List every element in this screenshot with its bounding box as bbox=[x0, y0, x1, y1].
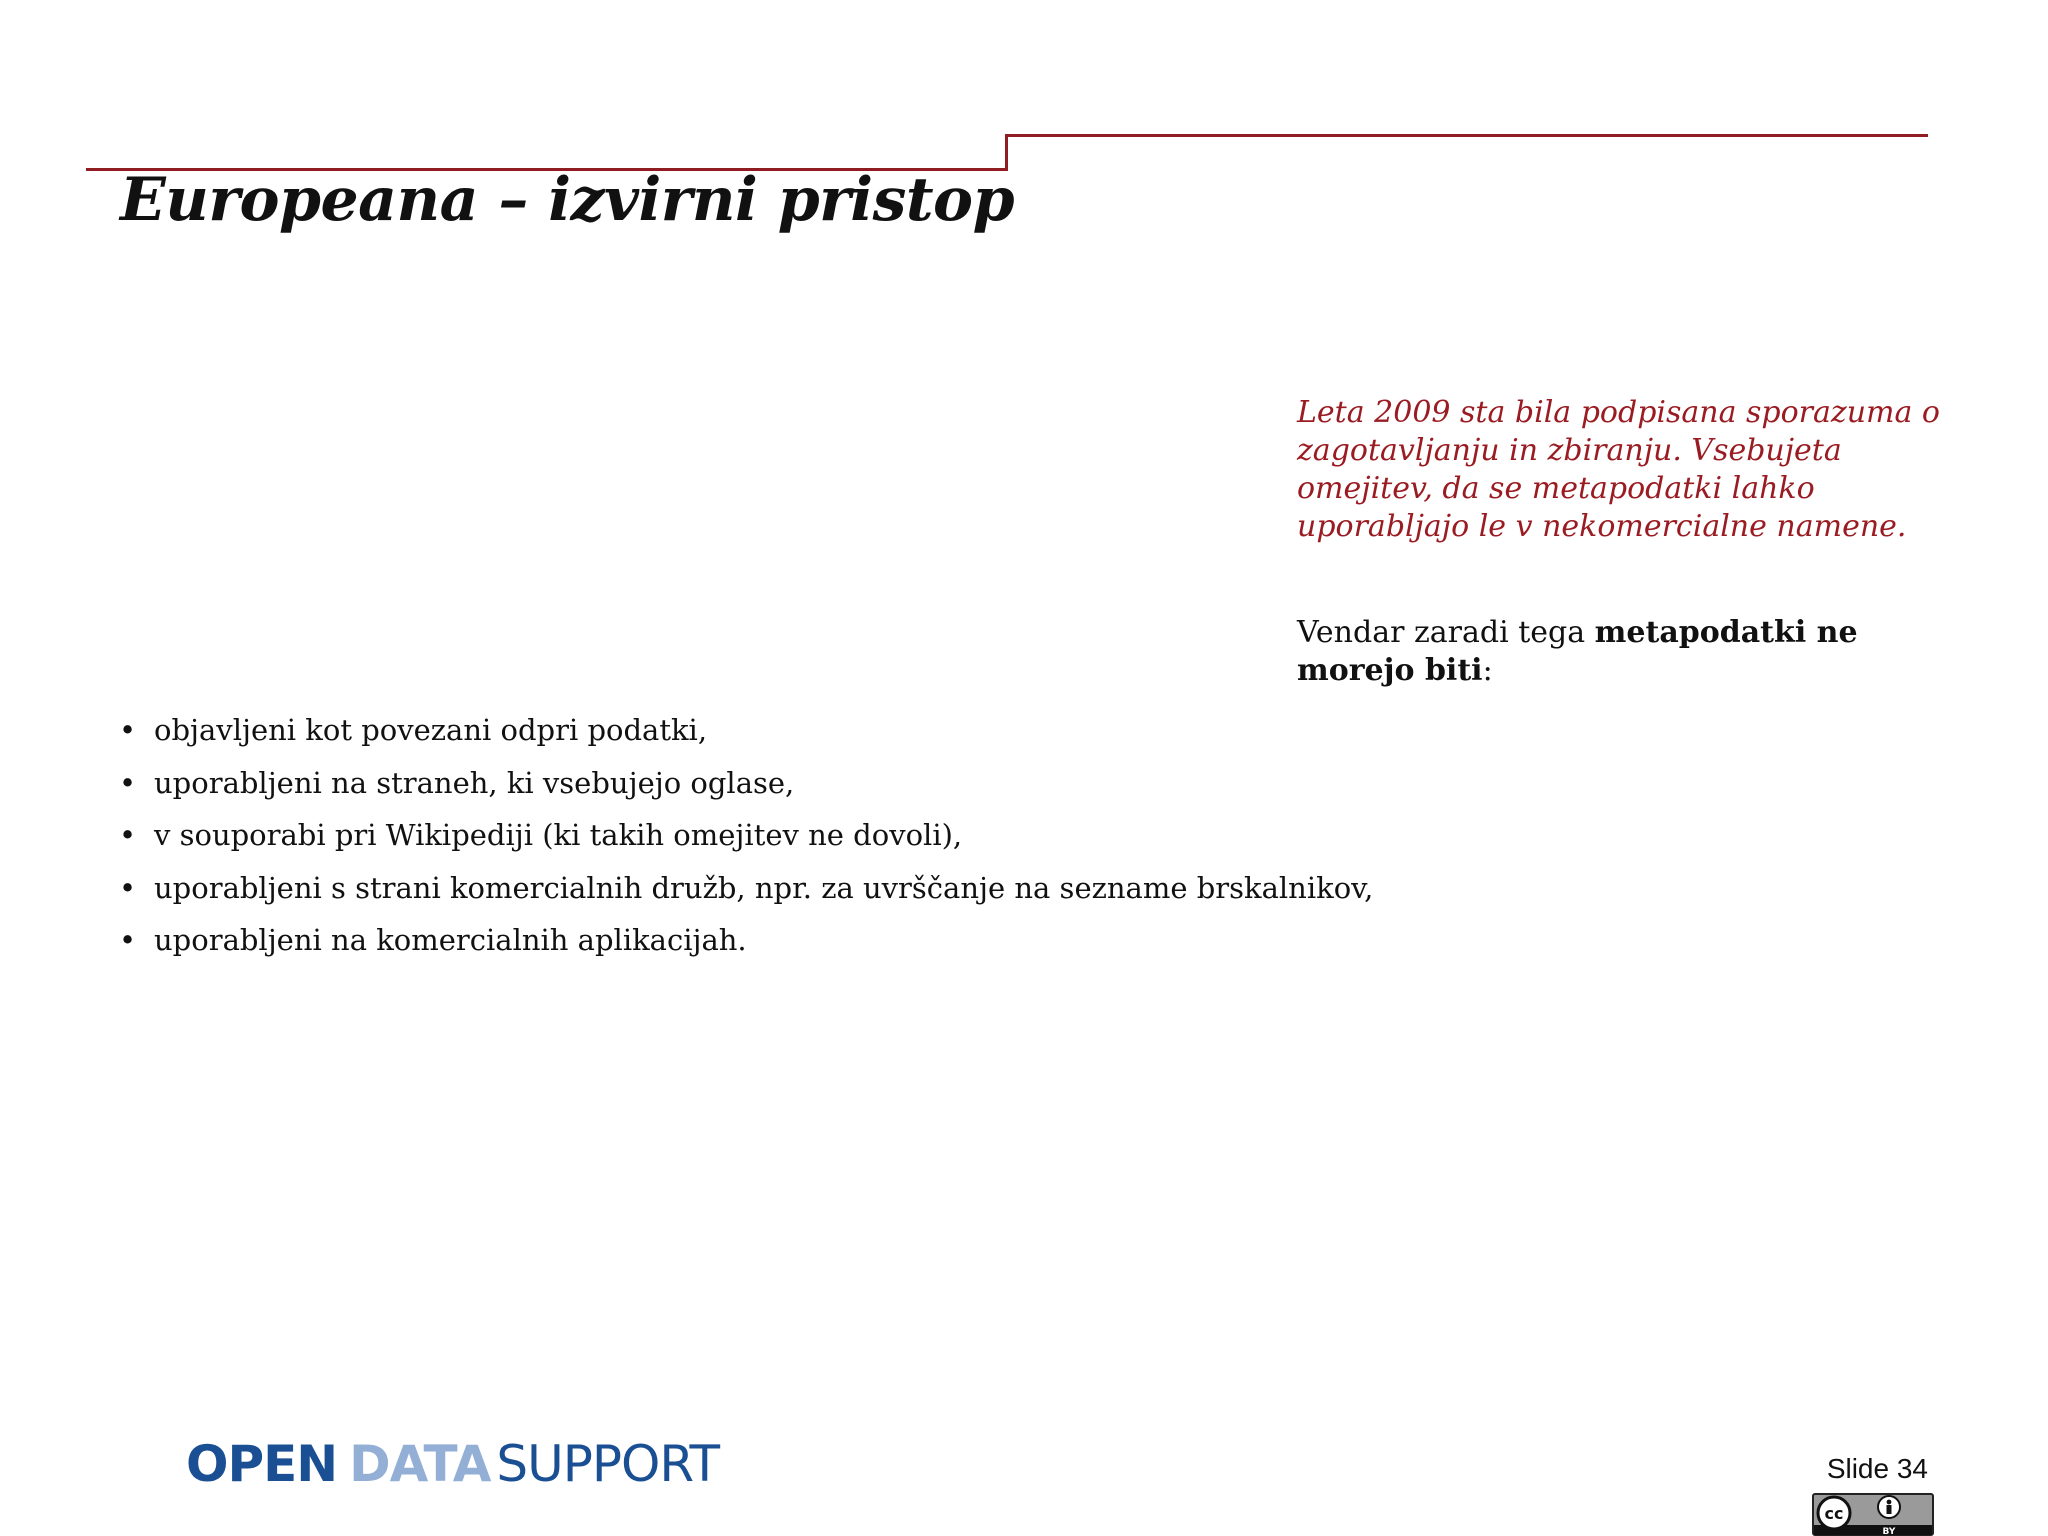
lead-prefix: Vendar zaradi tega bbox=[1297, 615, 1595, 650]
logo-support: SUPPORT bbox=[496, 1435, 720, 1493]
bullet-item bbox=[116, 809, 1373, 862]
bullet-dot: • bbox=[119, 765, 137, 800]
bullet-text: objavljeni kot povezani odpri podatki, bbox=[154, 713, 708, 747]
side-note: Leta 2009 sta bila podpisana sporazuma o zagotavljanju in zbiranju. Vsebujeta omejitev, da se metapodatki lahko uporabljajo le v nekomercialne namene. bbox=[1297, 395, 1940, 544]
bullet-dot: • bbox=[119, 923, 137, 957]
bullet-dot: • bbox=[119, 818, 137, 852]
bullet-dot: • bbox=[119, 713, 137, 747]
bullet-text: uporabljeni na komercialnih aplikacijah. bbox=[154, 923, 747, 957]
bullet-text: uporabljeni s strani komercialnih družb, npr. za uvrščanje na sezname brskalnikov, bbox=[154, 870, 1374, 905]
logo-data: DATA bbox=[349, 1435, 491, 1493]
logo-open: OPEN bbox=[186, 1435, 338, 1493]
lead-suffix: : bbox=[1482, 653, 1493, 688]
bullet-text: uporabljeni na straneh, ki vsebujejo oglase, bbox=[154, 765, 795, 800]
cc-by-license-icon bbox=[1812, 1493, 1934, 1536]
bullet-item bbox=[116, 914, 1373, 967]
lead-text bbox=[1297, 614, 1957, 690]
bullet-list bbox=[116, 704, 1373, 967]
slide-title: Europeana – izvirni pristop bbox=[120, 165, 1015, 235]
header-rule-right bbox=[1005, 134, 1928, 137]
cc-text: cc bbox=[1824, 1504, 1844, 1523]
slide-number: Slide 34 bbox=[1826, 1453, 1928, 1484]
open-data-support-logo bbox=[186, 1432, 719, 1496]
by-text: BY bbox=[1882, 1527, 1896, 1536]
bullet-dot: • bbox=[119, 870, 137, 905]
lead-emphasis: metapodatki ne morejo biti bbox=[1297, 615, 1858, 688]
bullet-text: v souporabi pri Wikipediji (ki takih omejitev ne dovoli), bbox=[154, 818, 963, 852]
bullet-item bbox=[116, 704, 1373, 757]
bullet-item bbox=[116, 862, 1373, 915]
bullet-item bbox=[116, 757, 1373, 810]
